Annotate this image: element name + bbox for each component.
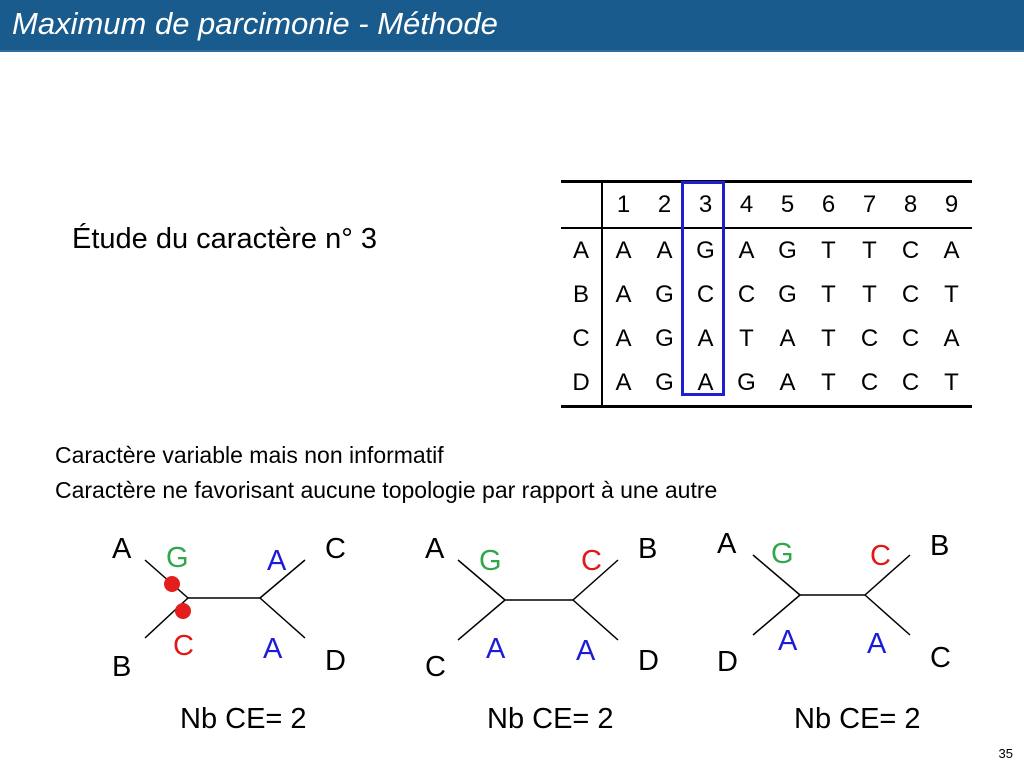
leaf-label: C bbox=[425, 651, 446, 683]
row-label: B bbox=[561, 273, 602, 317]
tree-3-changes-label: Nb CE= 2 bbox=[794, 703, 921, 735]
tree-2-changes-label: Nb CE= 2 bbox=[487, 703, 614, 735]
table-cell: T bbox=[821, 281, 836, 308]
leaf-label: C bbox=[325, 533, 346, 565]
table-cell: A bbox=[767, 361, 808, 407]
tree-1 bbox=[100, 520, 400, 720]
leaf-label: A bbox=[717, 528, 737, 560]
leaf-label: D bbox=[325, 645, 346, 677]
table-cell: T bbox=[739, 325, 754, 352]
table-cell: A bbox=[615, 237, 632, 264]
state-label: A bbox=[267, 545, 287, 577]
state-label: A bbox=[867, 628, 887, 660]
table-cell: A bbox=[738, 237, 755, 264]
leaf-label: C bbox=[930, 642, 951, 674]
column-header: 9 bbox=[931, 182, 972, 229]
state-label: G bbox=[771, 538, 794, 570]
table-cell: T bbox=[821, 237, 836, 264]
table-cell: A bbox=[779, 325, 796, 352]
note-line-2: Caractère ne favorisant aucune topologie par rapport à une autre bbox=[55, 477, 718, 503]
table-cell: T bbox=[931, 361, 972, 407]
leaf-label: A bbox=[112, 533, 132, 565]
leaf-label: B bbox=[930, 530, 950, 562]
column-header: 7 bbox=[849, 182, 890, 229]
table-cell: A bbox=[685, 361, 726, 407]
page-number: 35 bbox=[998, 746, 1013, 761]
table-cell: G bbox=[655, 325, 674, 352]
leaf-label: B bbox=[638, 533, 658, 565]
state-label: C bbox=[173, 630, 194, 662]
table-cell: G bbox=[778, 237, 797, 264]
table-row bbox=[561, 273, 972, 317]
state-label: C bbox=[870, 540, 891, 572]
leaf-label: D bbox=[638, 645, 659, 677]
state-label: A bbox=[263, 633, 283, 665]
table-cell: C bbox=[901, 325, 920, 352]
change-marker bbox=[164, 576, 180, 592]
table-cell: C bbox=[737, 281, 756, 308]
table-cell: G bbox=[644, 361, 685, 407]
sequence-table bbox=[561, 180, 972, 408]
table-row bbox=[561, 228, 972, 273]
table-row bbox=[561, 317, 972, 361]
table-row bbox=[561, 361, 972, 407]
table-cell: C bbox=[849, 361, 890, 407]
table-cell: T bbox=[862, 237, 877, 264]
title-bar bbox=[0, 0, 1024, 52]
column-header: 1 bbox=[602, 182, 644, 229]
change-marker bbox=[175, 603, 191, 619]
table-cell: A bbox=[697, 325, 714, 352]
state-label: G bbox=[479, 545, 502, 577]
row-label: A bbox=[561, 228, 602, 273]
table-cell: C bbox=[696, 281, 715, 308]
table-cell: C bbox=[901, 281, 920, 308]
tree-1-changes-label: Nb CE= 2 bbox=[180, 703, 307, 735]
leaf-label: A bbox=[425, 533, 445, 565]
slide-title: Maximum de parcimonie - Méthode bbox=[12, 6, 498, 41]
table-cell: A bbox=[615, 325, 632, 352]
leaf-label: D bbox=[717, 646, 738, 678]
leaf-label: B bbox=[112, 651, 132, 683]
tree-3 bbox=[705, 520, 1005, 720]
table-cell: T bbox=[944, 281, 959, 308]
state-label: A bbox=[576, 635, 596, 667]
table-cell: T bbox=[821, 325, 836, 352]
row-label: C bbox=[561, 317, 602, 361]
table-cell: C bbox=[860, 325, 879, 352]
column-header: 6 bbox=[808, 182, 849, 229]
state-label: G bbox=[166, 542, 189, 574]
table-cell: G bbox=[726, 361, 767, 407]
note-line-1: Caractère variable mais non informatif bbox=[55, 442, 444, 468]
table-cell: C bbox=[890, 361, 931, 407]
table-corner-cell bbox=[561, 182, 602, 229]
state-label: A bbox=[486, 633, 506, 665]
table-cell: A bbox=[656, 237, 673, 264]
table-cell: G bbox=[778, 281, 797, 308]
table-cell: G bbox=[655, 281, 674, 308]
table-cell: A bbox=[615, 281, 632, 308]
state-label: A bbox=[778, 625, 798, 657]
row-label: D bbox=[561, 361, 602, 407]
state-label: C bbox=[581, 545, 602, 577]
column-header: 8 bbox=[890, 182, 931, 229]
table-cell: T bbox=[862, 281, 877, 308]
column-header: 4 bbox=[726, 182, 767, 229]
tree-2 bbox=[413, 520, 713, 720]
table-cell: C bbox=[901, 237, 920, 264]
table-cell: G bbox=[696, 237, 715, 264]
column-header: 2 bbox=[644, 182, 685, 229]
highlighted-column-box bbox=[681, 181, 725, 396]
study-label: Étude du caractère n° 3 bbox=[72, 223, 378, 255]
column-header: 3 bbox=[685, 182, 726, 229]
column-header: 5 bbox=[767, 182, 808, 229]
table-cell: A bbox=[602, 361, 644, 407]
table-cell: T bbox=[808, 361, 849, 407]
table-cell: A bbox=[943, 237, 960, 264]
table-header-row bbox=[561, 182, 972, 229]
table-cell: A bbox=[943, 325, 960, 352]
